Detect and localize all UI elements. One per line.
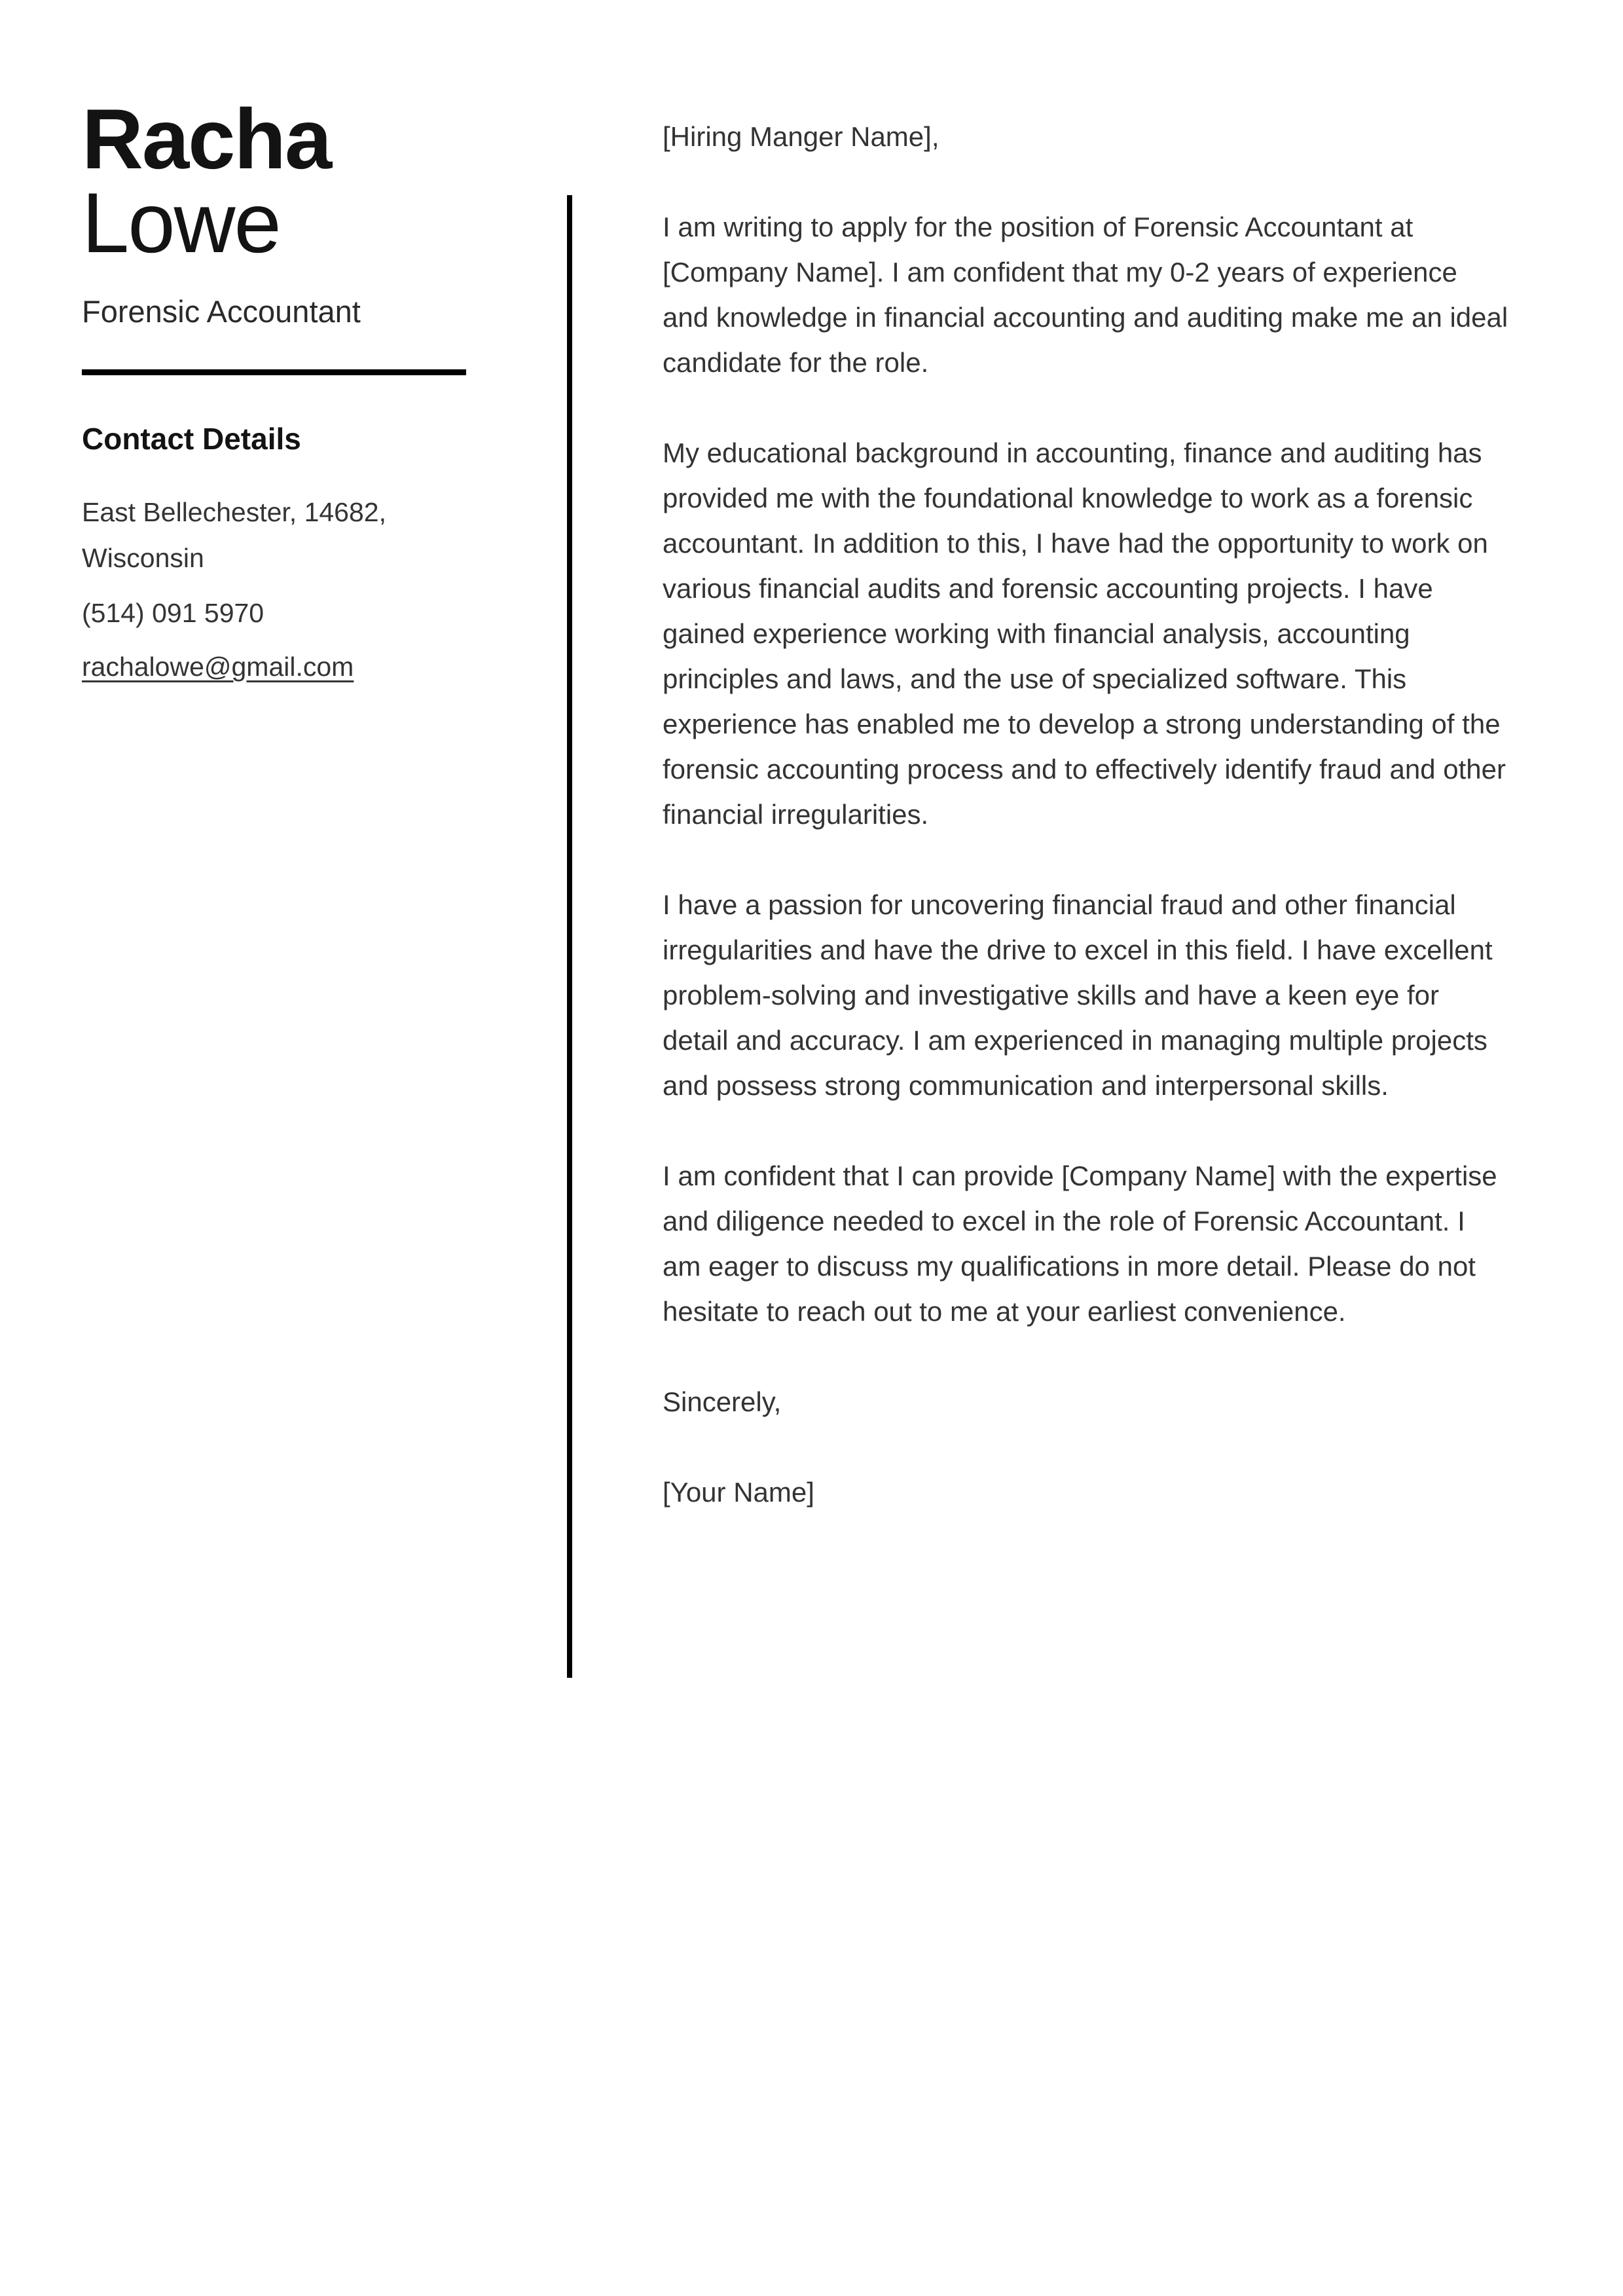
candidate-name [82,91,468,270]
candidate-first-name: Racha [82,91,331,187]
signature-placeholder: [Your Name] [663,1477,814,1508]
salutation: [Hiring Manger Name], [663,121,939,152]
letter-paragraph: I am confident that I can provide [Company Name] with the expertise and diligence needed to excel in the role of Forensic Accountant. I am eager to discuss my qualifications in more detail. Please do not hesitate to reach out to me at your earliest convenience. [663,1160,1497,1327]
closing: Sincerely, [663,1386,782,1417]
contact-details-heading: Contact Details [82,422,301,456]
phone-number: (514) 091 5970 [82,598,264,628]
email-link[interactable]: rachalowe@gmail.com [82,652,354,682]
letter-paragraph: I have a passion for uncovering financial fraud and other financial irregularities and have the drive to excel in this field. I have excellent problem-solving and investigative skills and have a keen eye for detail and accuracy. I am experienced in managing multiple projects and possess strong communication and interpersonal skills. [663,889,1493,1101]
vertical-divider [567,195,572,1678]
letter-paragraph: I am writing to apply for the position of Forensic Accountant at [Company Name]. I am confident that my 0-2 years of experience and knowledge in financial accounting and auditing make me an ideal candidate for the role. [663,212,1508,378]
address-text: East Bellechester, 14682, Wisconsin [82,497,386,573]
sidebar-horizontal-divider [82,369,466,375]
job-title: Forensic Accountant [82,294,361,329]
sidebar [82,91,468,690]
letter-body [663,114,1510,1515]
letter-paragraph: My educational background in accounting, finance and auditing has provided me with the foundational knowledge to work as a forensic accountant. In addition to this, I have had the opportunity to work on various financial audits and forensic accounting projects. I have gained experience working with financial analysis, accounting principles and laws, and the use of specialized software. This experience has enabled me to develop a strong understanding of the forensic accounting process and to effectively identify fraud and other financial irregularities. [663,437,1506,830]
candidate-last-name: Lowe [82,175,280,270]
